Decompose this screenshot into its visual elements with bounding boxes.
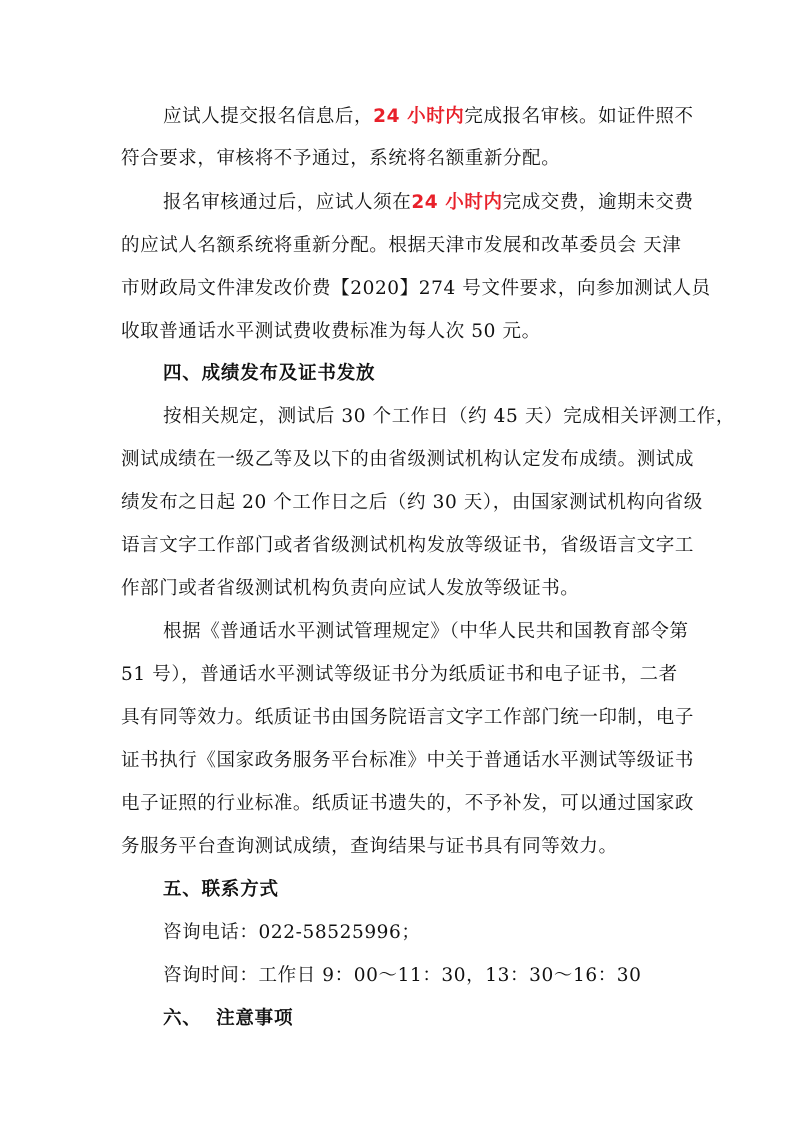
text: 报名审核通过后，应试人须在: [163, 192, 412, 213]
text: 完成交费，逾期未交费: [502, 192, 694, 213]
paragraph-registration-review-line-1: [163, 104, 694, 130]
paragraph-fee-line-3: 市财政局文件津发改价费【2020】274 号文件要求，向参加测试人员: [121, 278, 711, 299]
paragraph-fee-line-1: [163, 190, 694, 216]
section-heading-notes: 六、 注意事项: [163, 1008, 294, 1029]
text: 完成报名审核。如证件照不: [464, 106, 694, 127]
paragraph-registration-review-line-2: 符合要求，审核将不予通过，系统将名额重新分配。: [121, 148, 561, 169]
paragraph-certificate-line-5: 电子证照的行业标准。纸质证书遗失的，不予补发，可以通过国家政: [121, 793, 695, 814]
section-heading-contact: 五、联系方式: [163, 879, 279, 900]
paragraph-certificate-line-1: 根据《普通话水平测试管理规定》（中华人民共和国教育部令第: [163, 621, 689, 642]
contact-hours: 咨询时间：工作日 9：00～11：30，13：30～16：30: [163, 965, 642, 986]
paragraph-certificate-line-2: 51 号），普通话水平测试等级证书分为纸质证书和电子证书，二者: [121, 664, 678, 685]
paragraph-certificate-line-3: 具有同等效力。纸质证书由国务院语言文字工作部门统一印制，电子: [121, 707, 695, 728]
paragraph-results-line-5: 作部门或者省级测试机构负责向应试人发放等级证书。: [121, 578, 580, 599]
paragraph-certificate-line-6: 务服务平台查询测试成绩，查询结果与证书具有同等效力。: [121, 836, 618, 857]
text: 应试人提交报名信息后，: [163, 106, 374, 127]
paragraph-results-line-1: 按相关规定，测试后 30 个工作日（约 45 天）完成相关评测工作，: [163, 406, 736, 427]
highlight-24-hours: 24 小时内: [411, 192, 503, 213]
highlight-24-hours: 24 小时内: [373, 106, 465, 127]
paragraph-fee-line-2: 的应试人名额系统将重新分配。根据天津市发展和改革委员会 天津: [121, 235, 682, 256]
section-heading-results: 四、成绩发布及证书发放: [163, 363, 376, 384]
paragraph-fee-line-4: 收取普通话水平测试费收费标准为每人次 50 元。: [121, 321, 541, 342]
contact-phone: 咨询电话：022-58525996；: [163, 922, 421, 943]
paragraph-results-line-3: 绩发布之日起 20 个工作日之后（约 30 天），由国家测试机构向省级: [121, 492, 703, 513]
paragraph-results-line-4: 语言文字工作部门或者省级测试机构发放等级证书，省级语言文字工: [121, 535, 695, 556]
paragraph-certificate-line-4: 证书执行《国家政务服务平台标准》中关于普通话水平测试等级证书: [121, 750, 695, 771]
paragraph-results-line-2: 测试成绩在一级乙等及以下的由省级测试机构认定发布成绩。测试成: [121, 449, 695, 470]
